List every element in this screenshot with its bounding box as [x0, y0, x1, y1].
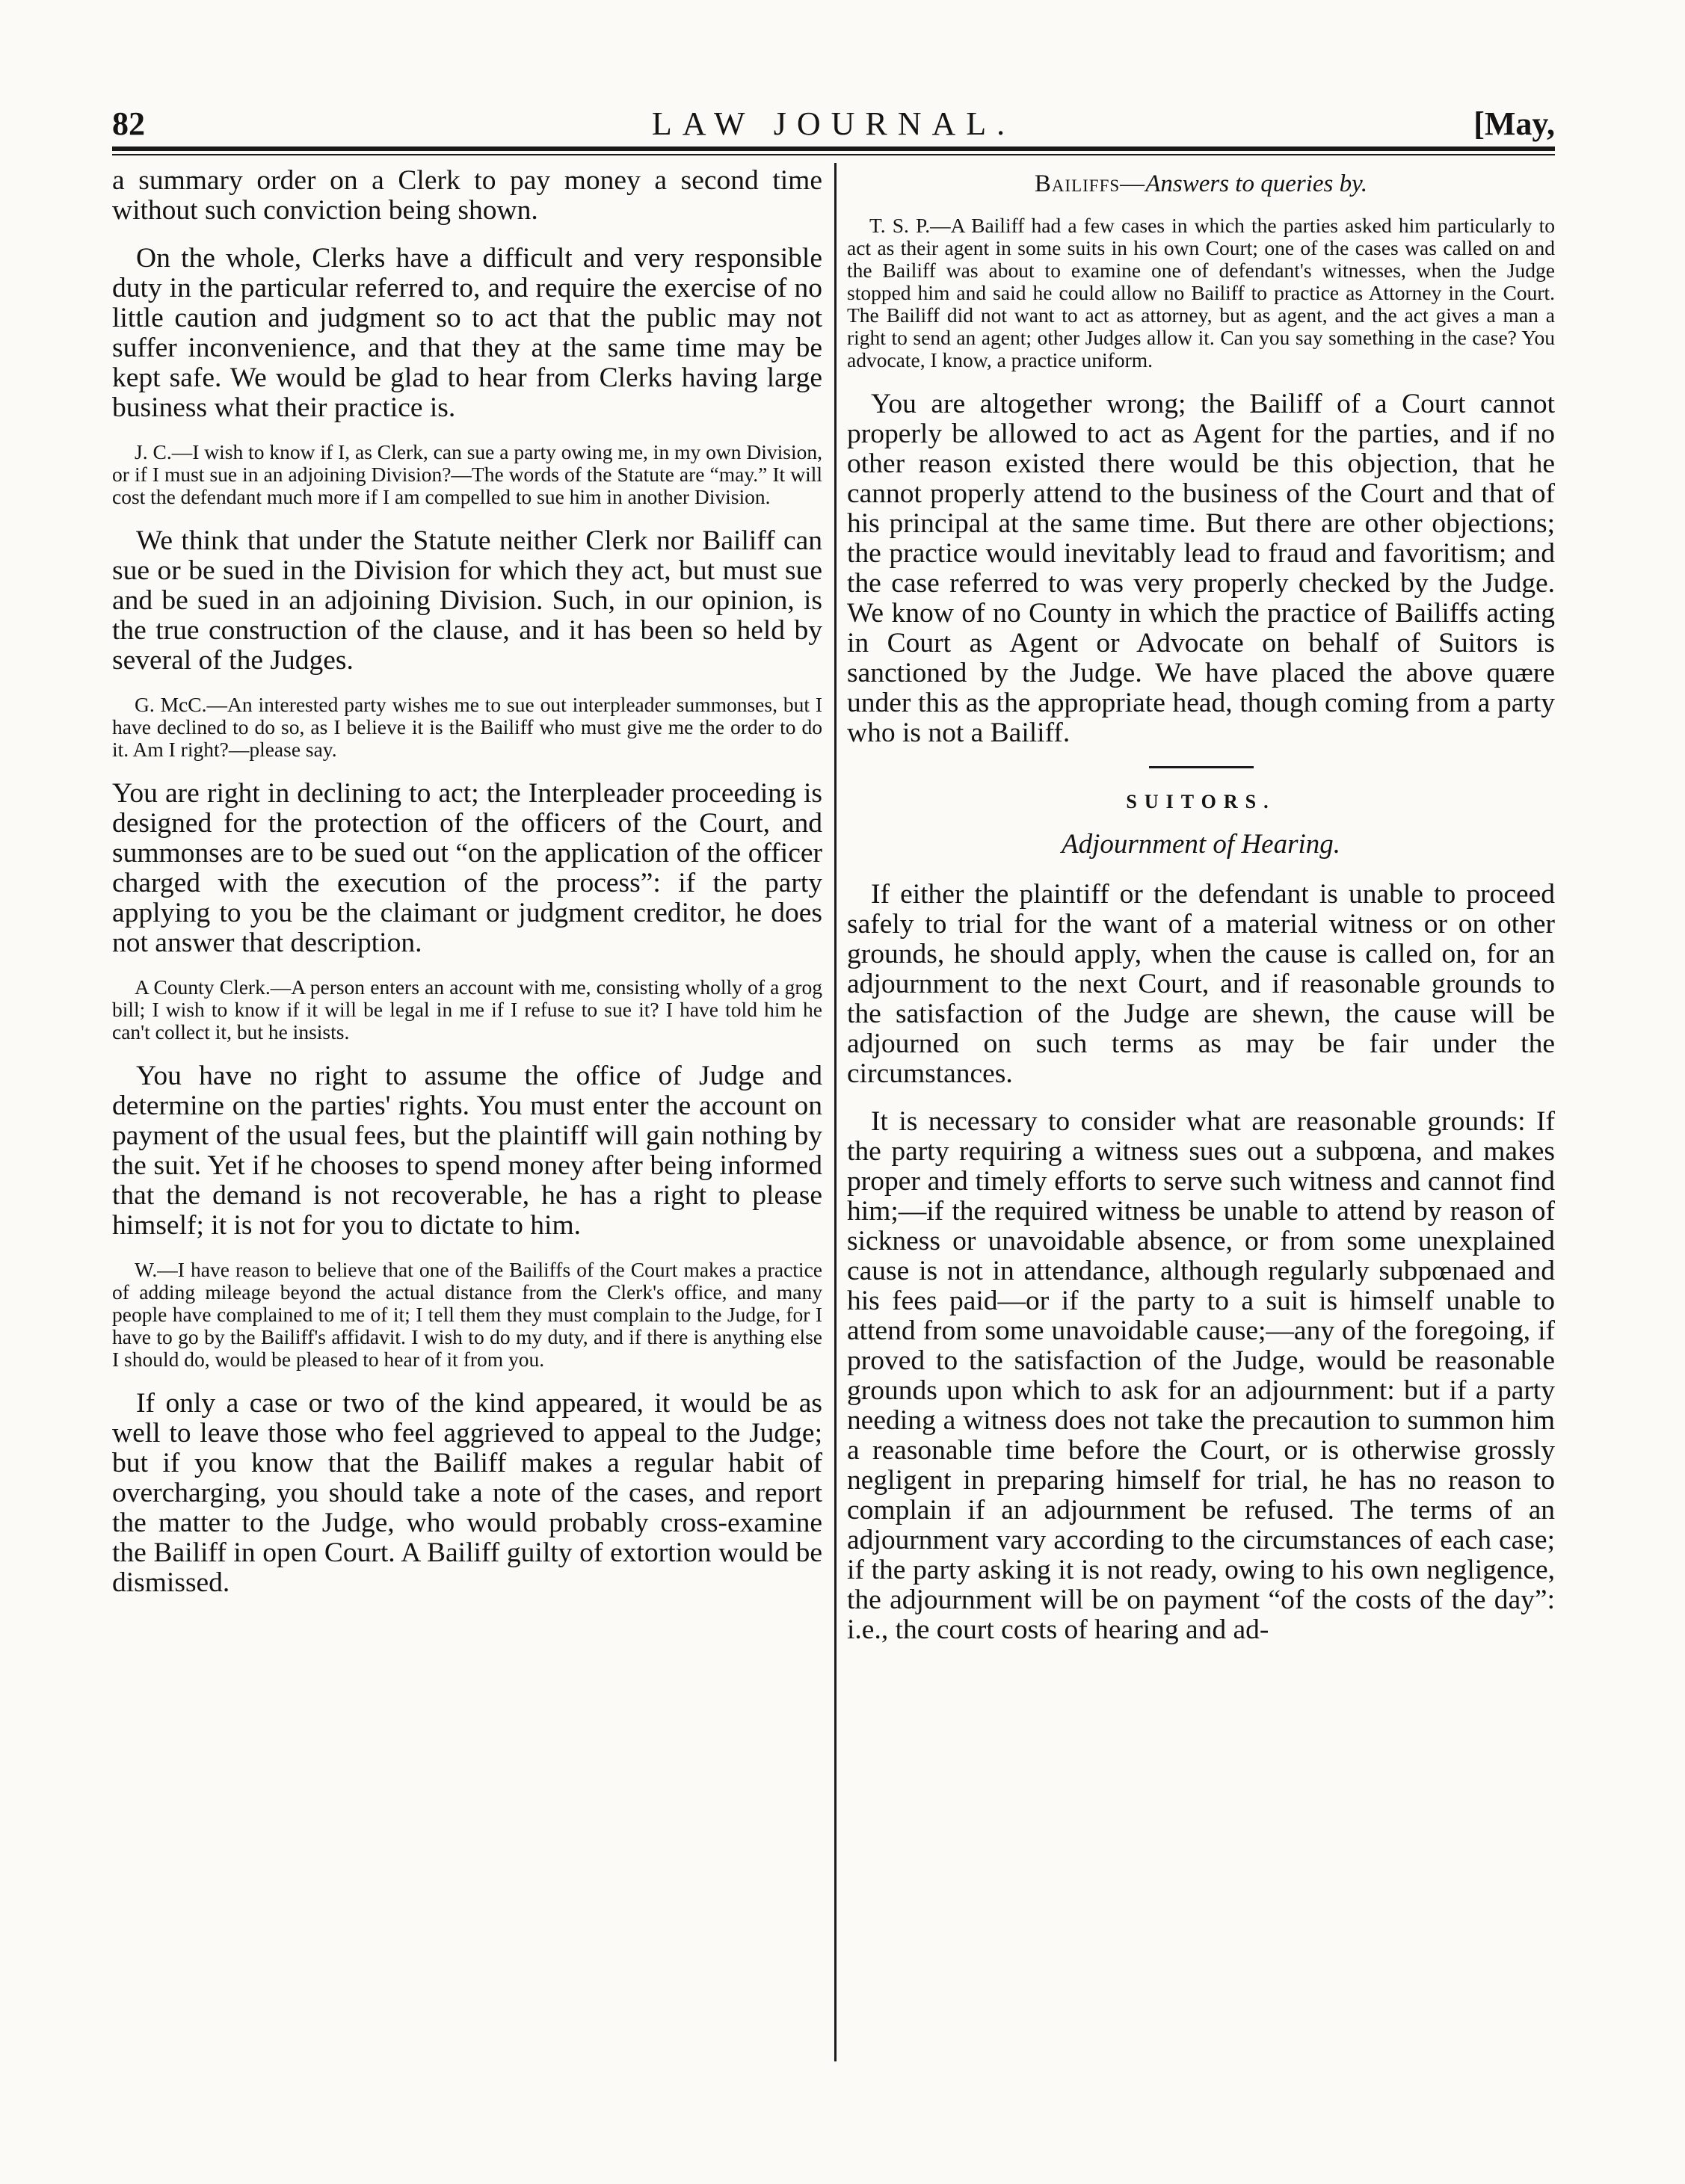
answer: We think that under the Statute neither Clerk nor Bailiff can sue or be sued in the Division for which they act, but must sue and be sued in an adjoining Division. Such, in our opinion, is the true construction of the clause, and it has been so held by several of the Judges. [112, 525, 822, 676]
header-rule-thick [112, 146, 1555, 151]
answer: You are altogether wrong; the Bailiff of a Court cannot properly be allowed to act as Agent for the parties, and if no other reason existed there would be this objection, that he cannot properly attend to the business of the Court and that of his principal at the same time. But there are other objections; the practice would inevitably lead to fraud and favoritism; and the case referred to was very properly checked by the Judge. We know of no County in which the practice of Bailiffs acting in Court as Agent or Advocate on behalf of Suitors is sanctioned by the Judge. We have placed the above quære under this as the appropriate head, though coming from a party who is not a Bailiff. [847, 389, 1555, 748]
suitors-title: SUITORS. [1126, 791, 1276, 812]
paragraph: It is necessary to consider what are reasonable grounds: If the party requiring a witness sues out a subpœna, and makes proper and timely efforts to serve such witness and cannot find him;—if the required witness be unable to attend by reason of sickness or unavoidable absence, or from some unexplained cause is not in attendance, although regularly subpœnaed and his fees paid—or if the party to a suit is himself unable to attend from some unavoidable cause;—any of the foregoing, if proved to the satisfaction of the Judge, would be reasonable grounds upon which to ask for an adjournment: but if a party needing a witness does not take the precaution to summon him a reasonable time before the Court, or is otherwise grossly negligent in preparing himself for trial, he has no reason to complain if an adjournment be refused. The terms of an adjournment vary according to the circumstances of each case; if the party asking it is not ready, owing to his own negligence, the adjournment will be on payment “of the costs of the day”: i.e., the court costs of hearing and ad- [847, 1106, 1555, 1645]
query: G. McC.—An interested party wishes me to sue out interpleader summonses, but I have declined to do so, as I believe it is the Bailiff who must give me the order to do it. Am I right?—please say. [112, 693, 822, 761]
left-column [112, 166, 822, 1616]
header-rule-thin [112, 154, 1555, 155]
section-divider [1149, 766, 1254, 768]
page-number: 82 [112, 105, 145, 142]
query: J. C.—I wish to know if I, as Clerk, can sue a party owing me, in my own Division, or if I must sue in an adjoining Division?—The words of the Statute are “may.” It will cost the defendant much more if I am compelled to sue him in another Division. [112, 440, 822, 508]
answer: You have no right to assume the office of Judge and determine on the parties' rights. You must enter the account on payment of the usual fees, but the plaintiff will gain nothing by the suit. Yet if he chooses to spend money after being informed that the demand is not recoverable, he has a right to please himself; it is not for you to dictate to him. [112, 1061, 822, 1241]
running-head [112, 105, 1555, 149]
issue-month: [May, [1473, 105, 1555, 142]
query: T. S. P.—A Bailiff had a few cases in which the parties asked him particularly to act as their agent in some suits in his own Court; one of the cases was called on and the Bailiff was about to examine one of defendant's witnesses, when the Judge stopped him and said he could allow no Bailiff to practice as Attorney in the Court. The Bailiff did not want to act as attorney, but as agent, and the act gives a man a right to send an agent; other Judges allow it. Can you say something in the case? You advocate, I know, a practice uniform. [847, 214, 1555, 371]
answer: You are right in declining to act; the Interpleader proceeding is designed for the protection of the officers of the Court, and summonses are to be sued out “on the application of the officer charged with the execution of the process”: if the party applying to you be the claimant or judgment creditor, he does not answer that description. [112, 778, 822, 958]
suitors-subtitle: Adjournment of Hearing. [1061, 829, 1341, 860]
right-column [847, 166, 1555, 1663]
bailiffs-heading-label: Bailiffs— [1034, 170, 1146, 197]
paragraph: a summary order on a Clerk to pay money a second time without such conviction being shown. [112, 165, 822, 226]
query: W.—I have reason to believe that one of the Bailiffs of the Court makes a practice of adding mileage beyond the actual distance from the Clerk's office, and many people have complained to me of it; I tell them they must complain to the Judge, for I have to go by the Bailiff's affidavit. I wish to do my duty, and if there is anything else I should do, would be pleased to hear of it from you. [112, 1258, 822, 1371]
answer: If only a case or two of the kind appeared, it would be as well to leave those who feel aggrieved to appeal to the Judge; but if you know that the Bailiff makes a regular habit of overcharging, you should take a note of the cases, and report the matter to the Judge, who would probably cross-examine the Bailiff in open Court. A Bailiff guilty of extortion would be dismissed. [112, 1388, 822, 1598]
column-divider [834, 163, 837, 2061]
bailiffs-heading-subtitle: Answers to queries by. [1145, 170, 1368, 197]
paragraph: On the whole, Clerks have a difficult and very responsible duty in the particular referred to, and require the exercise of no little caution and judgment so to act that the public may not suffer inconvenience, and that they at the same time may be kept safe. We would be glad to hear from Clerks having large business what their practice is. [112, 243, 822, 423]
query: A County Clerk.—A person enters an account with me, consisting wholly of a grog bill; I wish to know if it will be legal in me if I refuse to sue it? I have told him he can't collect it, but he insists. [112, 975, 822, 1043]
paragraph: If either the plaintiff or the defendant is unable to proceed safely to trial for the want of a material witness or on other grounds, he should apply, when the cause is called on, for an adjournment to the next Court, and if reasonable grounds to the satisfaction of the Judge are shewn, the cause will be adjourned on such terms as may be fair under the circumstances. [847, 879, 1555, 1089]
bailiffs-heading [847, 170, 1555, 198]
journal-title: LAW JOURNAL. [651, 105, 1016, 142]
